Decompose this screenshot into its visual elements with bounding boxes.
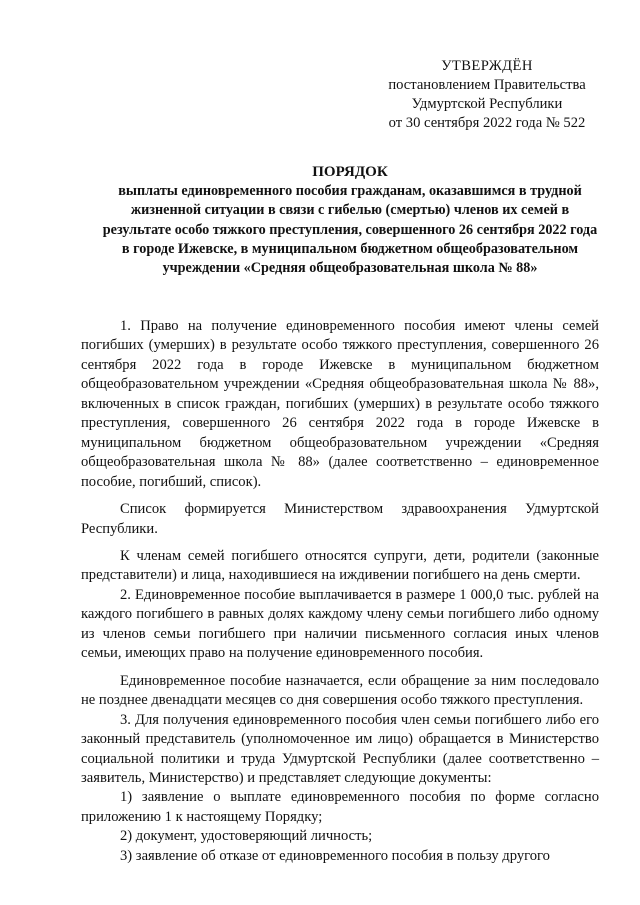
approval-line-1: постановлением Правительства <box>388 77 586 93</box>
approval-line-2: Удмуртской Республики <box>411 96 563 112</box>
document-body <box>81 317 599 866</box>
document-title: ПОРЯДОК <box>312 164 388 180</box>
document-heading <box>100 163 600 278</box>
paragraph-1: 1. Право на получение единовременного пособия имеют члены семей погибших (умерших) в результате особо тяжкого преступления, совершенного 26 сентября 2022 года в городе Ижевске в муниципальном бюджетном общеобразовательном учреждении «Средняя общеобразовательная школа № 88», включенных в список граждан, погибших (умерших) в результате особо тяжкого преступления, совершенного 26 сентября 2022 года в городе Ижевске в муниципальном бюджетном общеобразовательном учреждении «Средняя общеобразовательная школа № 88» (далее соответственно – единовременное пособие, погибший, список). <box>81 318 599 490</box>
paragraph-5: Единовременное пособие назначается, если обращение за ним последовало не позднее двенадцати месяцев со дня совершения особо тяжкого преступления. <box>81 672 599 709</box>
list-item-3: 3) заявление об отказе от единовременного пособия в пользу другого <box>120 847 550 864</box>
document-subtitle: выплаты единовременного пособия гражданам, оказавшимся в трудной жизненной ситуации в связи с гибелью (смертью) членов их семей в результате особо тяжкого преступления, совершенного 26 сентября 2022 года в городе Ижевске, в муниципальном бюджетном общеобразовательном учреждении «Средняя общеобразовательная школа № 88» <box>102 183 598 277</box>
paragraph-6: 3. Для получения единовременного пособия член семьи погибшего либо его законный представитель (уполномоченное им лицо) обращается в Министерство социальной политики и труда Удмуртской Республики (далее соответственно – заявитель, Министерство) и представляет следующие документы: <box>81 711 599 786</box>
paragraph-2: Список формируется Министерством здравоохранения Удмуртской Республики. <box>81 501 599 537</box>
approval-line-3: от 30 сентября 2022 года № 522 <box>388 115 586 131</box>
paragraph-3: К членам семей погибшего относятся супруги, дети, родители (законные представители) и лица, находившиеся на иждивении погибшего на день смерти. <box>81 547 599 584</box>
approval-title: УТВЕРЖДЁН <box>441 58 533 74</box>
paragraph-4: 2. Единовременное пособие выплачивается в размере 1 000,0 тыс. рублей на каждого погибшего в равных долях каждому члену семьи погибшего либо одному из членов семьи погибшего при наличии письменного согласия иных членов семьи, имеющих право на получение единовременного пособия. <box>81 586 599 662</box>
list-item-2: 2) документ, удостоверяющий личность; <box>120 828 373 845</box>
approval-stamp <box>372 57 602 133</box>
list-item-1: 1) заявление о выплате единовременного пособия по форме согласно приложению 1 к настоящему Порядку; <box>81 789 599 825</box>
